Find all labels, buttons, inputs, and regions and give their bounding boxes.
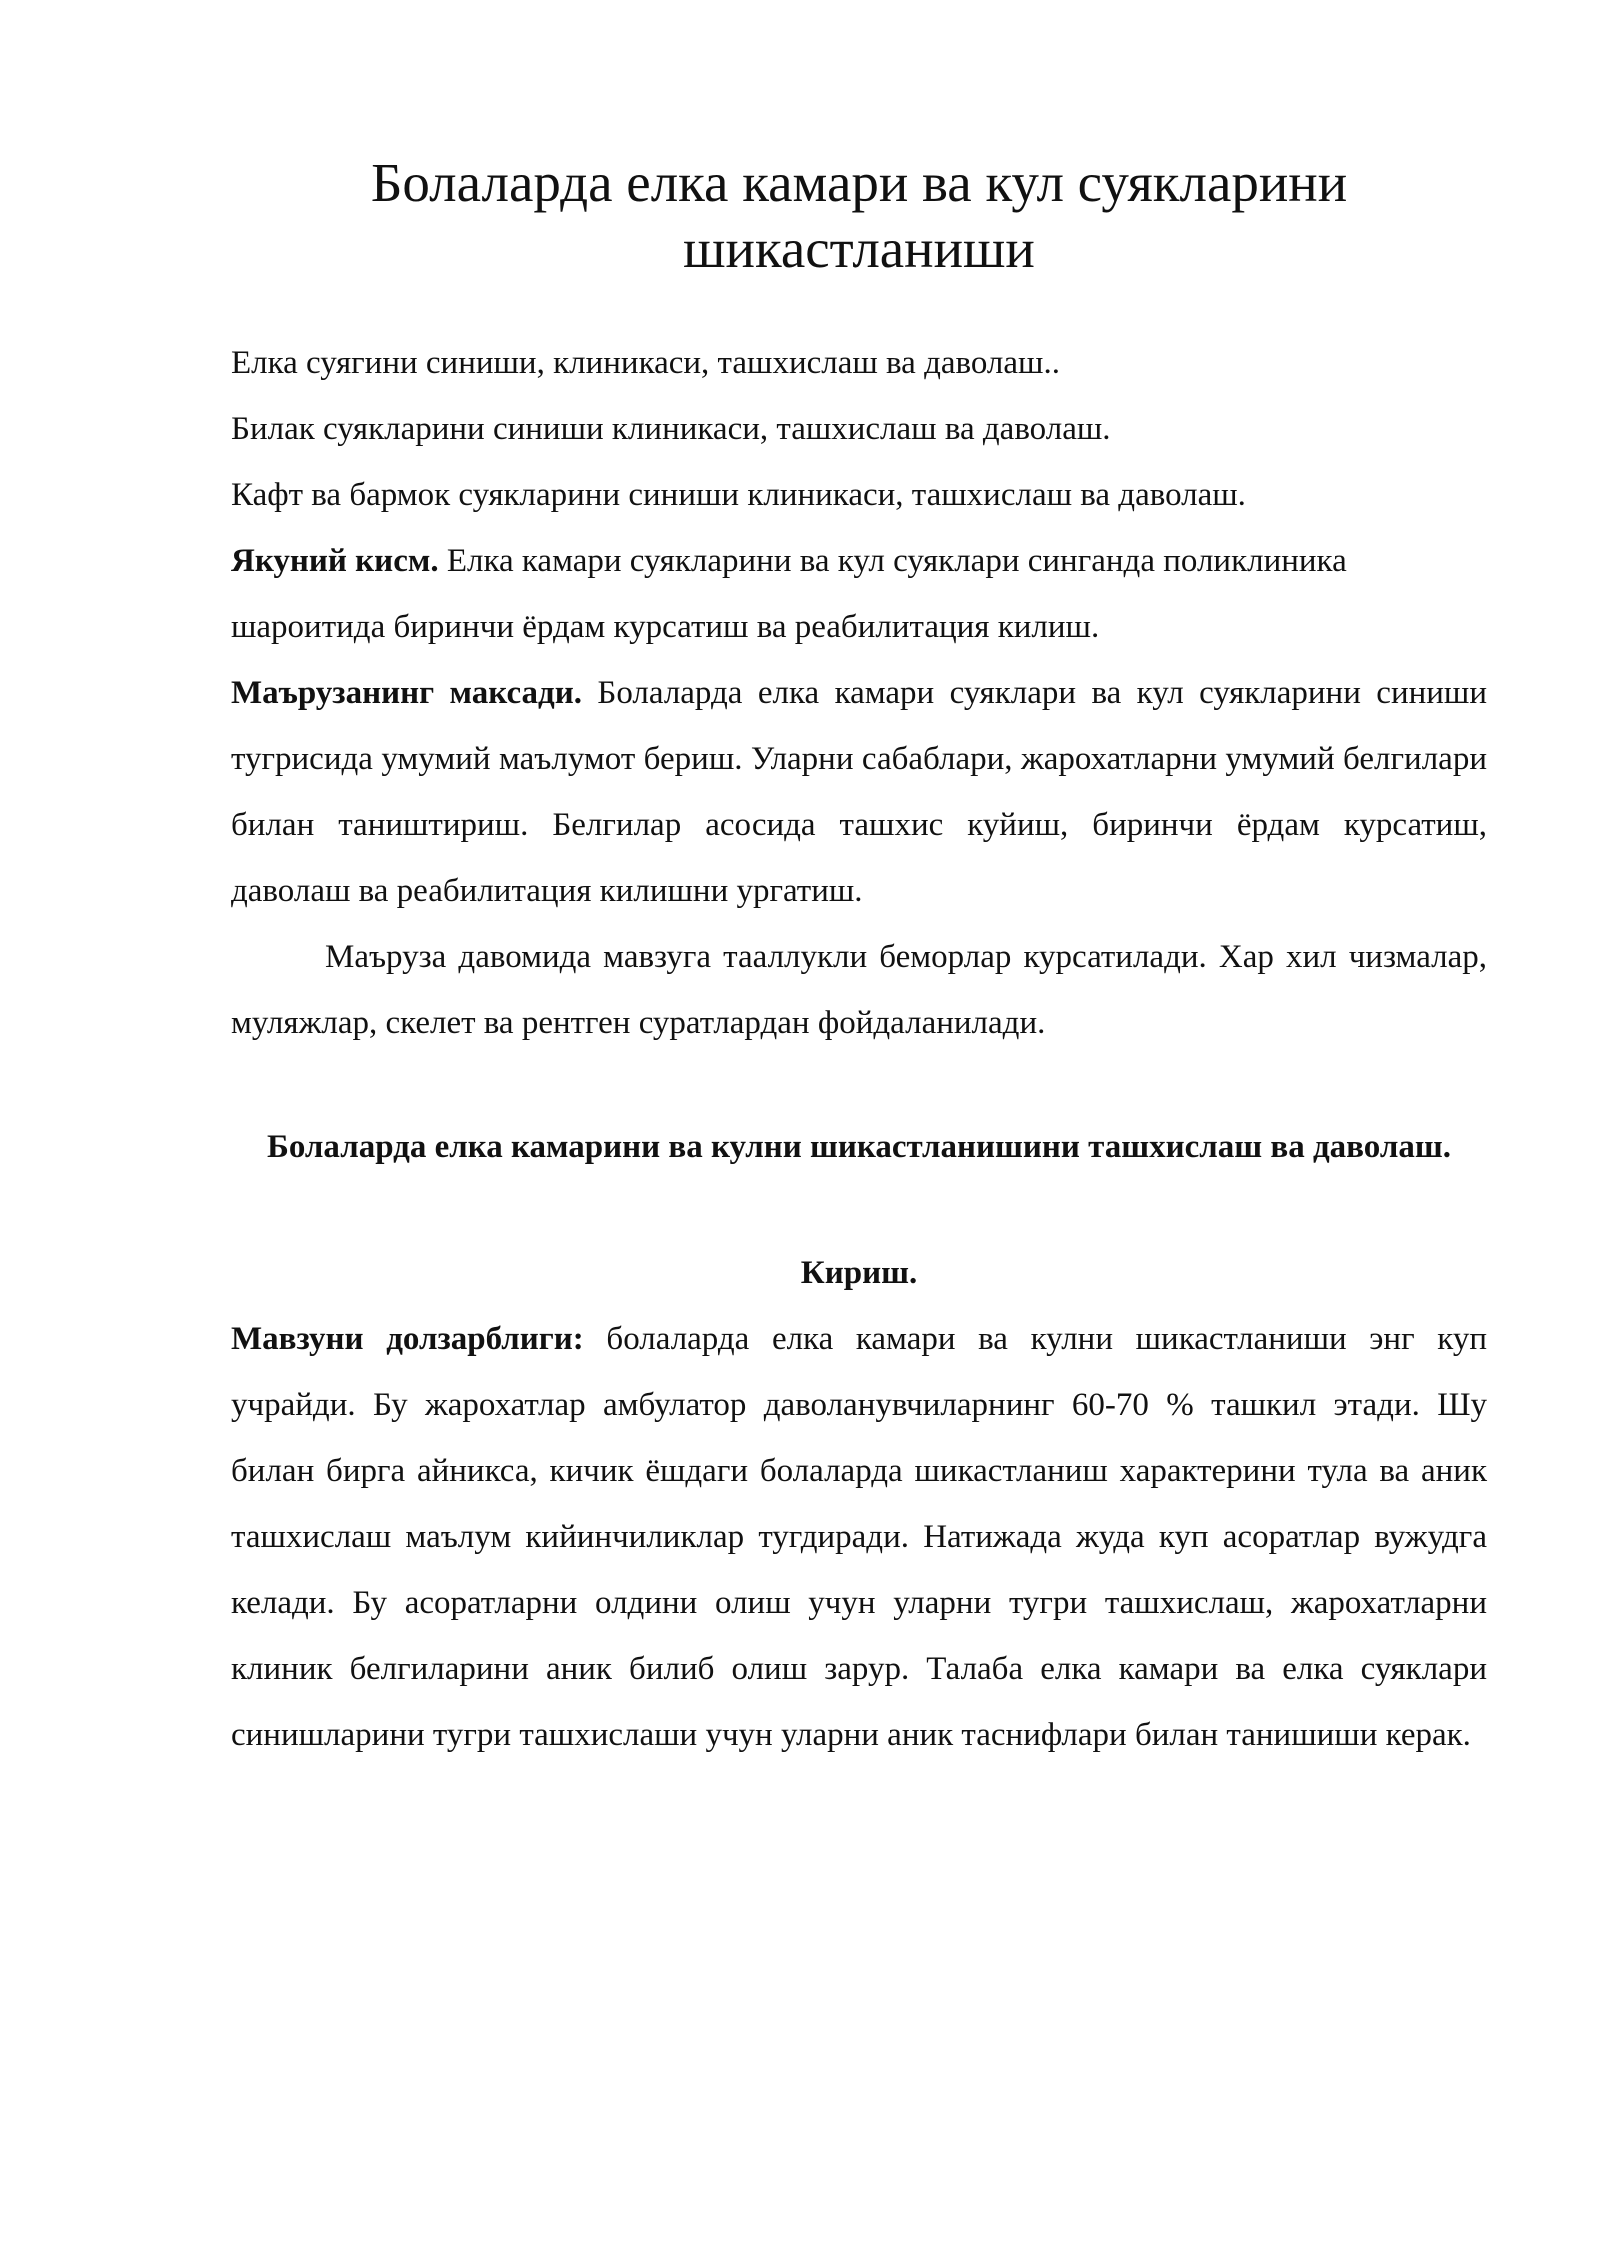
lecture-goal-paragraph xyxy=(231,660,1487,924)
section-title: Болаларда елка камарини ва кулни шикастланишини ташхислаш ва даволаш. xyxy=(267,1129,1451,1165)
final-part-label: Якуний кисм. xyxy=(231,543,439,579)
relevance-label: Мавзуни долзарблиги: xyxy=(231,1321,584,1357)
final-part-continuation: шароитида биринчи ёрдам курсатиш ва реабилитация килиш. xyxy=(231,609,1100,645)
relevance-paragraph xyxy=(231,1306,1487,1768)
topic-item: Кафт ва бармок суякларини синиши клиникаси, ташхислаш ва даволаш. xyxy=(231,477,1246,513)
topic-item: Елка суягини синиши, клиникаси, ташхислаш ва даволаш.. xyxy=(231,345,1060,381)
topics-list xyxy=(231,330,1487,528)
document-page xyxy=(231,0,1487,1768)
document-title: Болаларда елка камари ва кул суякларини шикастланиши xyxy=(370,152,1348,279)
lecture-note-paragraph: Маъруза давомида мавзуга тааллукли беморлар курсатилади. Хар хил чизмалар, муляжлар, скелет ва рентген суратлардан фойдаланилади. xyxy=(231,939,1487,1041)
final-part-text: Елка камари суякларини ва кул суяклари синганда поликлиника xyxy=(438,543,1347,579)
lecture-goal-label: Маърузанинг максади. xyxy=(231,675,582,711)
intro-title: Кириш. xyxy=(800,1255,918,1291)
relevance-text: болаларда елка камари ва кулни шикастланиши энг куп учрайди. Бу жарохатлар амбулатор даволанувчиларнинг 60-70 % ташкил этади. Шу билан бирга айникса, кичик ёшдаги болаларда шикастланиш характерини тула ва аник ташхислаш маълум кийинчиликлар тугдиради. Натижада жуда куп асоратлар вужудга келади. Бу асоратларни олдини олиш учун уларни тугри ташхислаш, жарохатларни клиник белгиларини аник билиб олиш зарур. Талаба елка камари ва елка суяклари синишларини тугри ташхислаши учун уларни аник таснифлари билан танишиши керак. xyxy=(231,1321,1487,1753)
lecture-goal-text: Болаларда елка камари суяклари ва кул суякларини синиши тугрисида умумий маълумот бериш. Уларни сабаблари, жарохатларни умумий белгилари билан таништириш. Белгилар асосида ташхис куйиш, биринчи ёрдам курсатиш, даволаш ва реабилитация килишни ургатиш. xyxy=(231,675,1487,909)
topic-item: Билак суякларини синиши клиникаси, ташхислаш ва даволаш. xyxy=(231,411,1111,447)
final-part-paragraph xyxy=(231,528,1487,594)
